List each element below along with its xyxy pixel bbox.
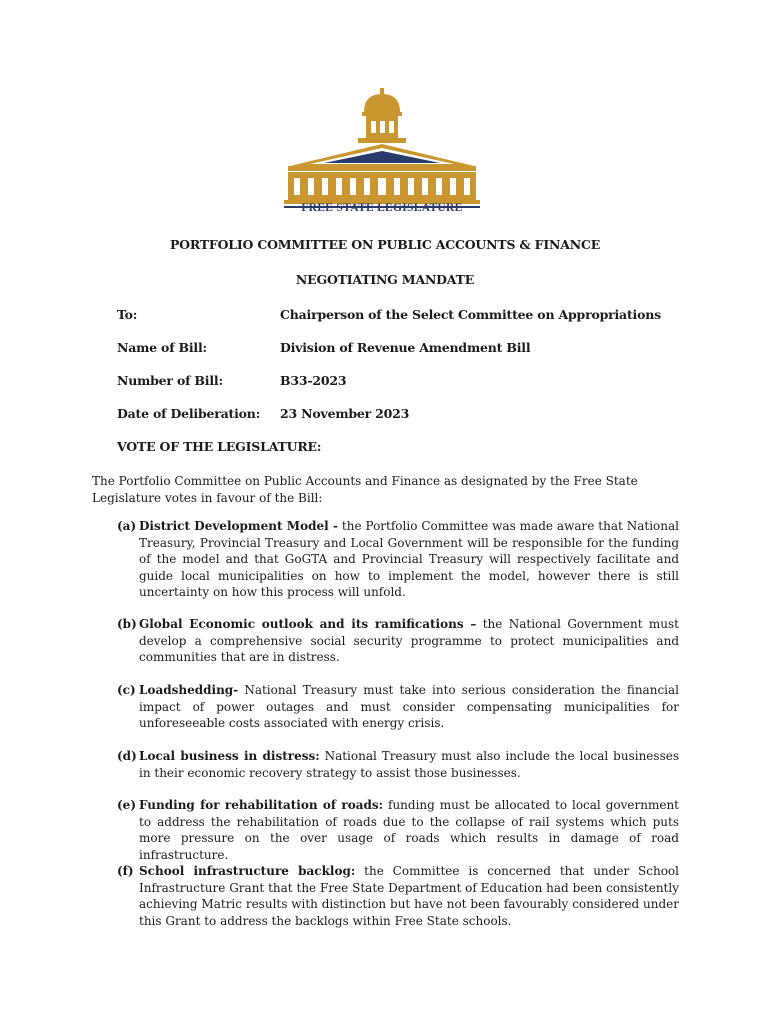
- item-title: Loadshedding-: [139, 683, 239, 697]
- list-item-d: [117, 748, 679, 781]
- list-item-e: [117, 797, 679, 863]
- item-text: the Committee is concerned that under School Infrastructure Grant that the Free State Department of Education had been consistently achieving Matric results with distinction but have not been favourably considered under this Grant to address the backlogs within Free State schools.: [139, 864, 679, 928]
- item-text: National Treasury must also include the local businesses in their economic recovery strategy to assist those businesses.: [139, 749, 679, 780]
- item-letter: (c): [117, 683, 136, 697]
- list-item-f: [117, 863, 679, 929]
- list-item-a: [117, 518, 679, 601]
- list-item-b: [117, 616, 679, 666]
- bill-number-value: B33-2023: [280, 373, 347, 388]
- item-text: National Treasury must take into serious consideration the financial impact of power outages and must consider compensating municipalities for unforeseeable costs associated with energy crisis.: [139, 683, 679, 730]
- committee-title: PORTFOLIO COMMITTEE ON PUBLIC ACCOUNTS & FINANCE: [169, 237, 601, 252]
- bill-name-label: Name of Bill:: [117, 340, 207, 355]
- item-text: the Portfolio Committee was made aware that National Treasury, Provincial Treasury and Local Government will be responsible for the funding of the model and that GoGTA and Provincial Treasury will respectively facilitate and guide local municipalities on how to implement the model, however there is still uncertainty on how this process will unfold.: [139, 519, 679, 599]
- deliberation-date-value: 23 November 2023: [280, 406, 410, 421]
- item-text: the National Government must develop a comprehensive social security programme to protect municipalities and communities that are in distress.: [139, 617, 679, 664]
- vote-heading: VOTE OF THE LEGISLATURE:: [117, 439, 322, 454]
- bill-name-value: Division of Revenue Amendment Bill: [280, 340, 531, 355]
- item-text: funding must be allocated to local government to address the rehabilitation of roads due to the collapse of rail systems which puts more pressure on the over usage of roads which results in damage of road infrastructure.: [139, 798, 679, 862]
- document-type-title: NEGOTIATING MANDATE: [295, 272, 475, 287]
- item-letter: (a): [117, 519, 137, 533]
- item-title: Global Economic outlook and its ramifications –: [139, 617, 477, 631]
- bill-number-label: Number of Bill:: [117, 373, 223, 388]
- legislature-building-logo: [284, 86, 480, 218]
- item-title: Local business in distress:: [139, 749, 320, 763]
- item-title: District Development Model -: [139, 519, 338, 533]
- item-title: School infrastructure backlog:: [139, 864, 356, 878]
- to-label: To:: [117, 307, 138, 322]
- intro-paragraph: The Portfolio Committee on Public Accounts and Finance as designated by the Free State Legislature votes in favour of the Bill:: [92, 474, 638, 505]
- item-letter: (f): [117, 864, 134, 878]
- item-letter: (b): [117, 617, 137, 631]
- item-letter: (e): [117, 798, 136, 812]
- deliberation-date-label: Date of Deliberation:: [117, 406, 261, 421]
- item-letter: (d): [117, 749, 137, 763]
- logo-caption: FREE STATE LEGISLATURE: [301, 202, 463, 214]
- list-item-c: [117, 682, 679, 732]
- item-title: Funding for rehabilitation of roads:: [139, 798, 384, 812]
- to-value: Chairperson of the Select Committee on Appropriations: [280, 307, 661, 322]
